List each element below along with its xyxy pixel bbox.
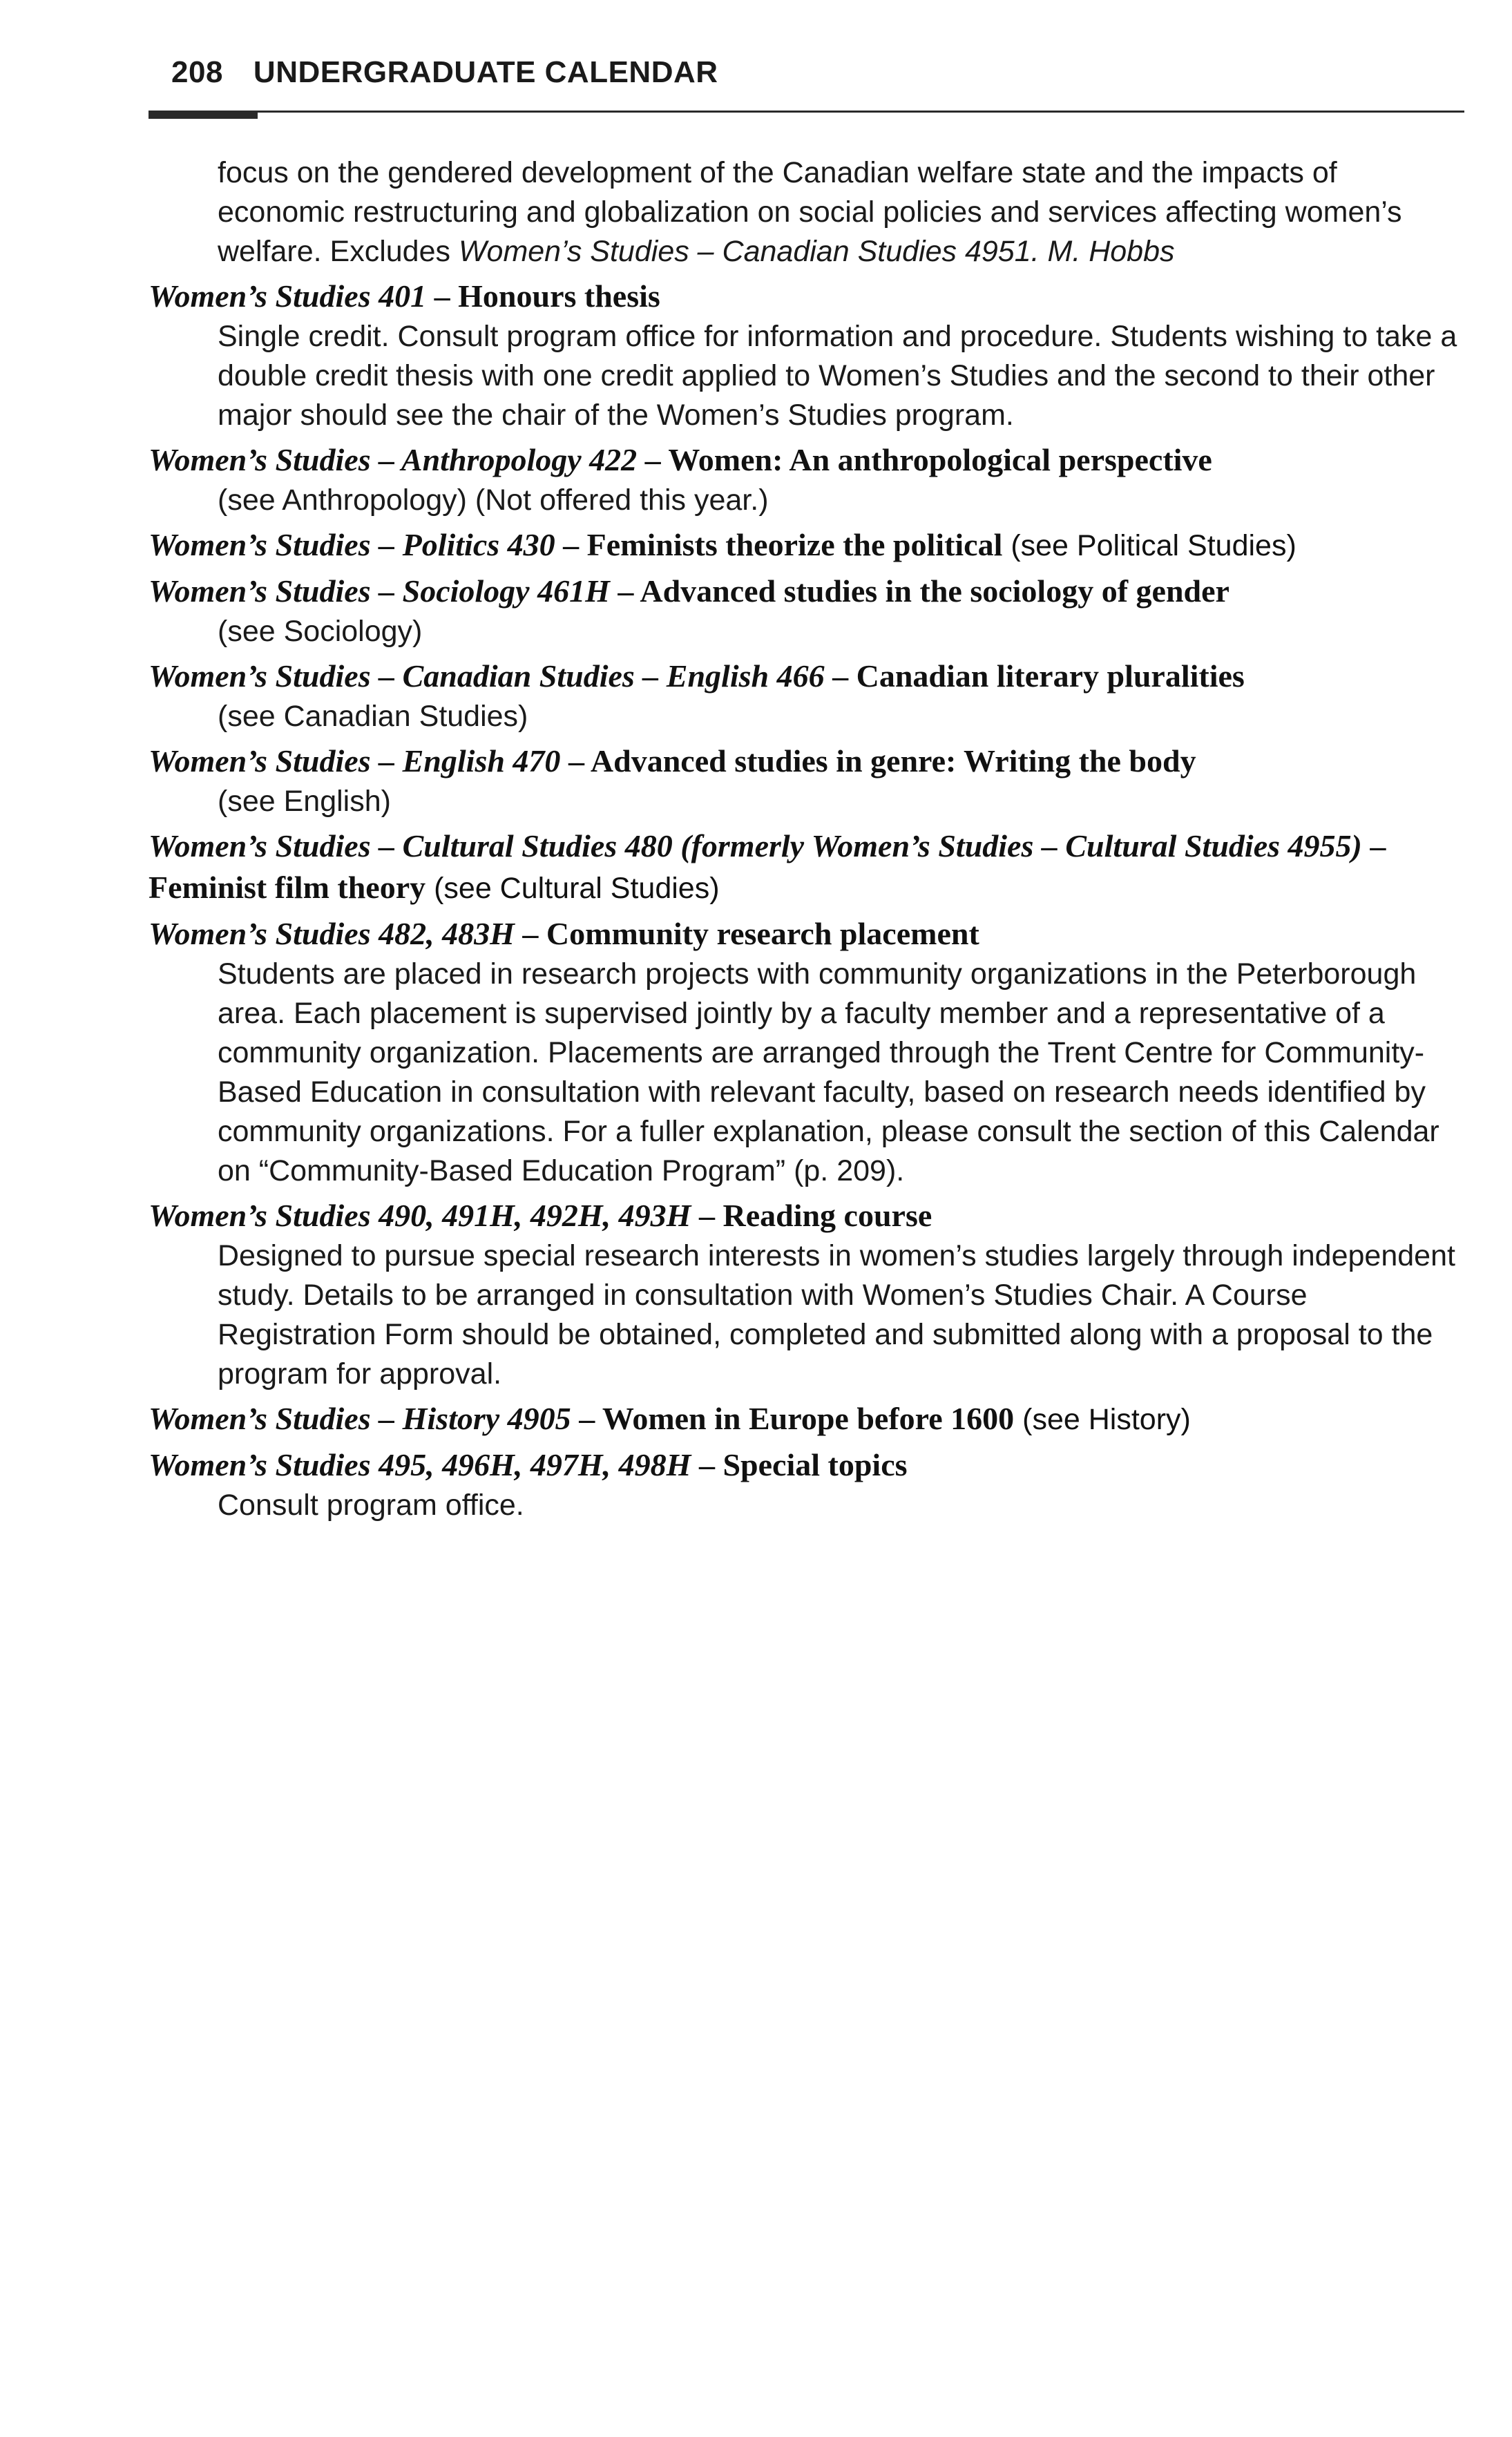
- course-cross-reference: (see Cultural Studies): [425, 872, 720, 905]
- course-title: Honours thesis: [458, 278, 660, 314]
- course-title: Canadian literary pluralities: [856, 658, 1245, 694]
- course-description: Students are placed in research projects with community organizations in the Peterborough area. Each placement is supervised jointly by a faculty member and a representative of a community organization. Placements are arranged through the Trent Centre for Community-Based Education in consultation with relevant faculty, based on research needs identified by community organizations. For a fuller explanation, please consult the section of this Calendar on “Community-Based Education Program” (p. 209).: [218, 957, 1439, 1187]
- course-title: Reading course: [722, 1198, 932, 1233]
- header-rule-tab: [149, 111, 258, 119]
- course-entry: [149, 1398, 1464, 1440]
- course-separator: –: [426, 278, 459, 314]
- course-heading: [149, 1444, 1464, 1486]
- course-description: (see Anthropology) (Not offered this year.): [218, 484, 769, 517]
- course-entry: [149, 1195, 1464, 1394]
- running-head: [171, 55, 718, 90]
- course-entry: [149, 439, 1464, 520]
- course-code: Women’s Studies – Anthropology 422: [149, 442, 638, 477]
- course-title: Advanced studies in genre: Writing the body: [590, 743, 1196, 778]
- page-content: [149, 153, 1464, 1529]
- course-entry: [149, 276, 1464, 435]
- course-description: (see Canadian Studies): [218, 700, 528, 733]
- course-description: Single credit. Consult program office for information and procedure. Students wishing to take a double credit thesis with one credit applied to Women’s Studies and the second to their other major should see the chair of the Women’s Studies program.: [218, 320, 1457, 432]
- course-entry: [149, 825, 1464, 909]
- course-code: Women’s Studies – Cultural Studies 480 (formerly Women’s Studies – Cultural Studies 4955): [149, 828, 1362, 863]
- course-heading: [149, 1195, 1464, 1236]
- course-code: Women’s Studies 495, 496H, 497H, 498H: [149, 1447, 691, 1482]
- intro-paragraph: [218, 153, 1464, 271]
- course-separator: –: [691, 1198, 723, 1233]
- course-heading: [149, 825, 1464, 909]
- course-cross-reference: (see History): [1014, 1403, 1191, 1436]
- course-separator: –: [1361, 828, 1386, 863]
- course-code: Women’s Studies – Politics 430: [149, 527, 555, 562]
- course-separator: –: [555, 527, 587, 562]
- course-code: Women’s Studies – Sociology 461H: [149, 573, 610, 609]
- course-description: Consult program office.: [218, 1489, 524, 1522]
- course-separator: –: [560, 743, 591, 778]
- course-title: Community research placement: [546, 916, 979, 951]
- course-title: Special topics: [722, 1447, 908, 1482]
- course-entry: [149, 524, 1464, 566]
- course-heading: [149, 913, 1464, 955]
- course-separator: –: [571, 1401, 602, 1436]
- course-heading: [149, 656, 1464, 697]
- course-heading: [149, 740, 1464, 782]
- course-entry: [149, 571, 1464, 651]
- course-code: Women’s Studies – Canadian Studies – English 466: [149, 658, 825, 694]
- course-entry: [149, 656, 1464, 736]
- course-heading: [149, 1398, 1464, 1440]
- running-head-title: UNDERGRADUATE CALENDAR: [253, 55, 718, 89]
- course-entries: [149, 276, 1464, 1525]
- course-code: Women’s Studies 482, 483H: [149, 916, 515, 951]
- course-code: Women’s Studies 490, 491H, 492H, 493H: [149, 1198, 691, 1233]
- course-code: Women’s Studies – History 4905: [149, 1401, 571, 1436]
- course-code: Women’s Studies – English 470: [149, 743, 561, 778]
- course-description: Designed to pursue special research interests in women’s studies largely through independent study. Details to be arranged in consultation with Women’s Studies Chair. A Course Registration Form should be obtained, completed and submitted along with a proposal to the program for approval.: [218, 1239, 1455, 1390]
- course-heading: [149, 524, 1464, 566]
- course-heading: [149, 276, 1464, 317]
- course-separator: –: [637, 442, 669, 477]
- course-entry: [149, 740, 1464, 821]
- course-description: (see Sociology): [218, 615, 423, 648]
- course-title: Women: An anthropological perspective: [668, 442, 1212, 477]
- course-title: Advanced studies in the sociology of gender: [640, 573, 1229, 609]
- course-title: Women in Europe before 1600: [602, 1401, 1015, 1436]
- course-cross-reference: (see Political Studies): [1002, 529, 1296, 562]
- course-separator: –: [514, 916, 546, 951]
- header-rule: [149, 111, 1464, 113]
- intro-italic-reference: Women’s Studies – Canadian Studies 4951. M. Hobbs: [458, 235, 1175, 268]
- course-entry: [149, 1444, 1464, 1525]
- course-separator: –: [609, 573, 640, 609]
- page-number: 208: [171, 55, 223, 89]
- course-separator: –: [824, 658, 857, 694]
- course-code: Women’s Studies 401: [149, 278, 427, 314]
- course-entry: [149, 913, 1464, 1191]
- intro-text: focus on the gendered development of the Canadian welfare state and the impacts of economic restructuring and globalization on social policies and services affecting women’s welfare. Excludes: [218, 156, 1402, 268]
- course-separator: –: [691, 1447, 723, 1482]
- course-title: Feminists theorize the political: [586, 527, 1003, 562]
- course-title: Feminist film theory: [149, 870, 426, 905]
- course-heading: [149, 571, 1464, 612]
- course-heading: [149, 439, 1464, 481]
- course-description: (see English): [218, 785, 391, 818]
